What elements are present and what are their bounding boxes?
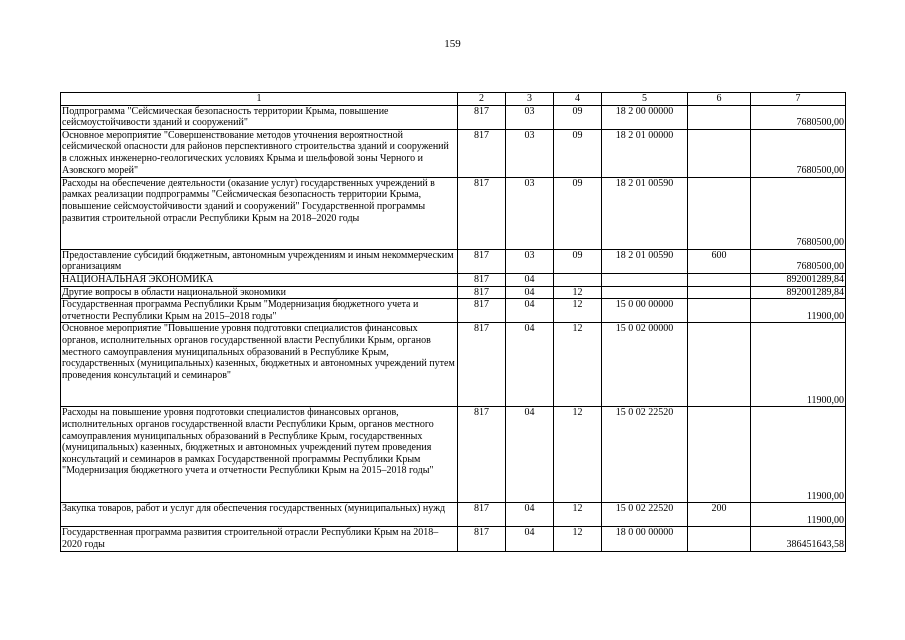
section-code: 03 — [506, 249, 554, 273]
target-article-code — [602, 273, 688, 286]
row-name: Государственная программа Республики Крым "Модернизация бюджетного учета и отчетности Республики Крым на 2015–2018 годы" — [61, 299, 458, 323]
subsection-code: 12 — [554, 299, 602, 323]
target-article-code: 18 0 00 00000 — [602, 527, 688, 551]
table-row — [61, 503, 846, 527]
row-name: Закупка товаров, работ и услуг для обеспечения государственных (муниципальных) нужд — [61, 503, 458, 527]
section-code: 04 — [506, 407, 554, 503]
row-name: Основное мероприятие "Совершенствование методов уточнения вероятностной сейсмической опасности для районов перспективного строительства зданий и сооружений в сложных инженерно-геологических условиях Крыма и шельфовой зоны Черного и Азовского морей" — [61, 129, 458, 177]
table-row — [61, 273, 846, 286]
admin-code: 817 — [458, 105, 506, 129]
amount-value: 11900,00 — [751, 299, 846, 323]
subsection-code: 12 — [554, 407, 602, 503]
amount-value: 7680500,00 — [751, 177, 846, 249]
amount-value: 892001289,84 — [751, 286, 846, 299]
subsection-code: 12 — [554, 527, 602, 551]
table-row — [61, 177, 846, 249]
subsection-code: 09 — [554, 249, 602, 273]
admin-code: 817 — [458, 407, 506, 503]
section-code: 03 — [506, 177, 554, 249]
expense-type-code — [688, 105, 751, 129]
column-header: 4 — [554, 93, 602, 106]
subsection-code: 12 — [554, 323, 602, 407]
target-article-code — [602, 286, 688, 299]
table-row — [61, 249, 846, 273]
amount-value: 892001289,84 — [751, 273, 846, 286]
expense-type-code: 200 — [688, 503, 751, 527]
row-name: Основное мероприятие "Повышение уровня подготовки специалистов финансовых органов, исполнительных органов государственной власти Республики Крым, органов местного самоуправления муниципальных образований в Республике Крым, государственных (муниципальных) казенных, бюджетных и автономных учреждений путем проведения консультаций и семинаров" — [61, 323, 458, 407]
subsection-code: 09 — [554, 129, 602, 177]
row-name: Подпрограмма "Сейсмическая безопасность территории Крыма, повышение сейсмоустойчивости зданий и сооружений" — [61, 105, 458, 129]
subsection-code: 09 — [554, 105, 602, 129]
column-header: 6 — [688, 93, 751, 106]
amount-value: 7680500,00 — [751, 249, 846, 273]
target-article-code: 18 2 01 00590 — [602, 249, 688, 273]
target-article-code: 15 0 02 00000 — [602, 323, 688, 407]
table-row — [61, 527, 846, 551]
admin-code: 817 — [458, 503, 506, 527]
section-code: 04 — [506, 503, 554, 527]
target-article-code: 15 0 00 00000 — [602, 299, 688, 323]
row-name: Расходы на повышение уровня подготовки специалистов финансовых органов, исполнительных органов государственной власти Республики Крым, органов местного самоуправления муниципальных образований в Республике Крым, государственных (муниципальных) казенных, бюджетных и автономных учреждений путем проведения консультаций и семинаров в рамках Государственной программы Республики Крым "Модернизация бюджетного учета и отчетности Республики Крым на 2015–2018 годы" — [61, 407, 458, 503]
admin-code: 817 — [458, 177, 506, 249]
admin-code: 817 — [458, 323, 506, 407]
section-code: 03 — [506, 105, 554, 129]
subsection-code: 09 — [554, 177, 602, 249]
admin-code: 817 — [458, 273, 506, 286]
expense-type-code — [688, 177, 751, 249]
subsection-code: 12 — [554, 503, 602, 527]
expense-type-code — [688, 323, 751, 407]
section-code: 03 — [506, 129, 554, 177]
budget-table — [60, 92, 846, 552]
row-name: Государственная программа развития строительной отрасли Республики Крым на 2018–2020 годы — [61, 527, 458, 551]
section-code: 04 — [506, 273, 554, 286]
admin-code: 817 — [458, 249, 506, 273]
subsection-code — [554, 273, 602, 286]
row-name: Другие вопросы в области национальной экономики — [61, 286, 458, 299]
table-row — [61, 407, 846, 503]
section-code: 04 — [506, 527, 554, 551]
row-name: Расходы на обеспечение деятельности (оказание услуг) государственных учреждений в рамках реализации подпрограммы "Сейсмическая безопасность территории Крыма, повышение сейсмоустойчивости зданий и сооружений" Государственной программы развития строительной отрасли Республики Крым на 2018–2020 годы — [61, 177, 458, 249]
admin-code: 817 — [458, 286, 506, 299]
column-header: 7 — [751, 93, 846, 106]
target-article-code: 18 2 01 00000 — [602, 129, 688, 177]
target-article-code: 15 0 02 22520 — [602, 407, 688, 503]
expense-type-code — [688, 527, 751, 551]
column-header: 1 — [61, 93, 458, 106]
table-row — [61, 105, 846, 129]
amount-value: 11900,00 — [751, 407, 846, 503]
column-header: 3 — [506, 93, 554, 106]
expense-type-code — [688, 273, 751, 286]
column-header: 5 — [602, 93, 688, 106]
amount-value: 7680500,00 — [751, 105, 846, 129]
admin-code: 817 — [458, 299, 506, 323]
amount-value: 11900,00 — [751, 323, 846, 407]
table-row — [61, 299, 846, 323]
row-name: Предоставление субсидий бюджетным, автономным учреждениям и иным некоммерческим организациям — [61, 249, 458, 273]
table-row — [61, 129, 846, 177]
section-code: 04 — [506, 286, 554, 299]
section-code: 04 — [506, 323, 554, 407]
table-header-row — [61, 93, 846, 106]
amount-value: 386451643,58 — [751, 527, 846, 551]
subsection-code: 12 — [554, 286, 602, 299]
table-row — [61, 323, 846, 407]
expense-type-code — [688, 407, 751, 503]
page-number: 159 — [444, 38, 461, 50]
column-header: 2 — [458, 93, 506, 106]
target-article-code: 18 2 00 00000 — [602, 105, 688, 129]
expense-type-code — [688, 129, 751, 177]
target-article-code: 18 2 01 00590 — [602, 177, 688, 249]
row-name: НАЦИОНАЛЬНАЯ ЭКОНОМИКА — [61, 273, 458, 286]
section-code: 04 — [506, 299, 554, 323]
admin-code: 817 — [458, 129, 506, 177]
expense-type-code: 600 — [688, 249, 751, 273]
expense-type-code — [688, 286, 751, 299]
amount-value: 7680500,00 — [751, 129, 846, 177]
target-article-code: 15 0 02 22520 — [602, 503, 688, 527]
expense-type-code — [688, 299, 751, 323]
amount-value: 11900,00 — [751, 503, 846, 527]
admin-code: 817 — [458, 527, 506, 551]
table-row — [61, 286, 846, 299]
table-body — [61, 93, 846, 552]
